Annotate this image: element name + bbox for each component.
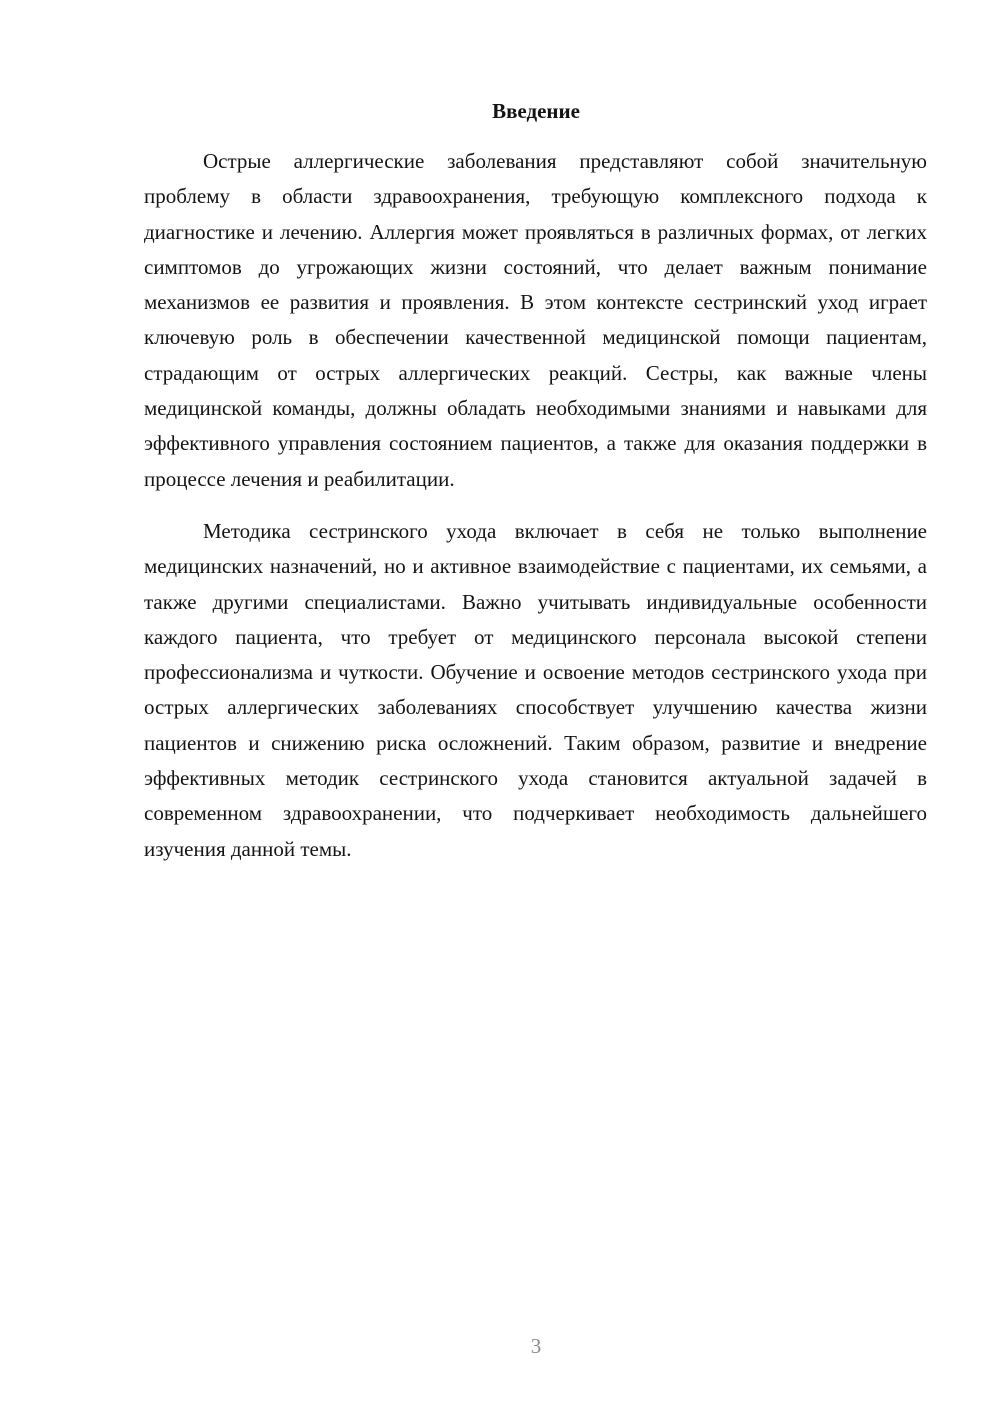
body-text — [144, 144, 927, 867]
paragraph-2: Методика сестринского ухода включает в себя не только выполнение медицинских назначений, но и активное взаимодействие с пациентами, их семьями, а также другими специалистами. Важно учитывать индивидуальные особенности каждого пациента, что требует от медицинского персонала высокой степени профессионализма и чуткости. Обучение и освоение методов сестринского ухода при острых аллергических заболеваниях способствует улучшению качества жизни пациентов и снижению риска осложнений. Таким образом, развитие и внедрение эффективных методик сестринского ухода становится актуальной задачей в современном здравоохранении, что подчеркивает необходимость дальнейшего изучения данной темы. — [144, 518, 927, 861]
page-heading: Введение — [492, 99, 580, 123]
page-number: 3 — [530, 1334, 542, 1358]
paragraph-1: Острые аллергические заболевания представляют собой значительную проблему в области здравоохранения, требующую комплексного подхода к диагностике и лечению. Аллергия может проявляться в различных формах, от легких симптомов до угрожающих жизни состояний, что делает важным понимание механизмов ее развития и проявления. В этом контексте сестринский уход играет ключевую роль в обеспечении качественной медицинской помощи пациентам, страдающим от острых аллергических реакций. Сестры, как важные члены медицинской команды, должны обладать необходимыми знаниями и навыками для эффективного управления состоянием пациентов, а также для оказания поддержки в процессе лечения и реабилитации. — [144, 149, 927, 491]
